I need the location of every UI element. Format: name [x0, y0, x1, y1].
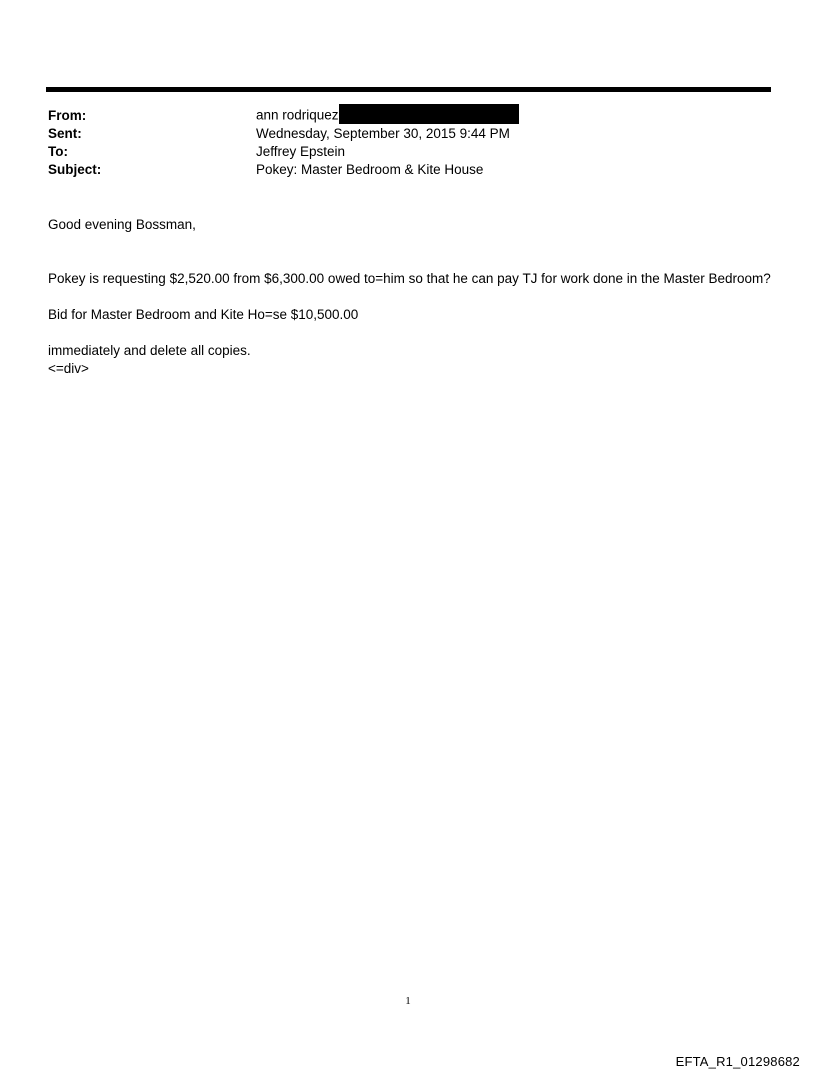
email-line: <=div>	[48, 361, 89, 376]
from-value	[256, 106, 519, 126]
to-label: To:	[48, 144, 68, 159]
from-row	[48, 107, 768, 125]
subject-label: Subject:	[48, 162, 102, 177]
redaction-block	[339, 104, 519, 124]
header-divider	[46, 87, 771, 92]
sent-label: Sent:	[48, 126, 82, 141]
sent-row	[48, 125, 768, 143]
email-greeting: Good evening Bossman,	[48, 217, 196, 232]
email-paragraph: Bid for Master Bedroom and Kite Ho=se $10,500.00	[48, 307, 359, 322]
to-value: Jeffrey Epstein	[256, 144, 346, 159]
to-row	[48, 143, 768, 161]
sender-name: ann rodriquez	[256, 107, 339, 123]
sent-value: Wednesday, September 30, 2015 9:44 PM	[256, 126, 510, 141]
document-id: EFTA_R1_01298682	[675, 1054, 800, 1069]
email-paragraph	[48, 342, 788, 378]
email-line: immediately and delete all copies.	[48, 343, 251, 358]
email-paragraph: Pokey is requesting $2,520.00 from $6,300.00 owed to=him so that he can pay TJ for work done in the Master Bedroom?	[48, 271, 771, 286]
subject-row	[48, 161, 768, 179]
email-header	[48, 107, 768, 179]
subject-value: Pokey: Master Bedroom & Kite House	[256, 162, 484, 177]
page-number: 1	[405, 995, 411, 1007]
from-label: From:	[48, 108, 87, 123]
